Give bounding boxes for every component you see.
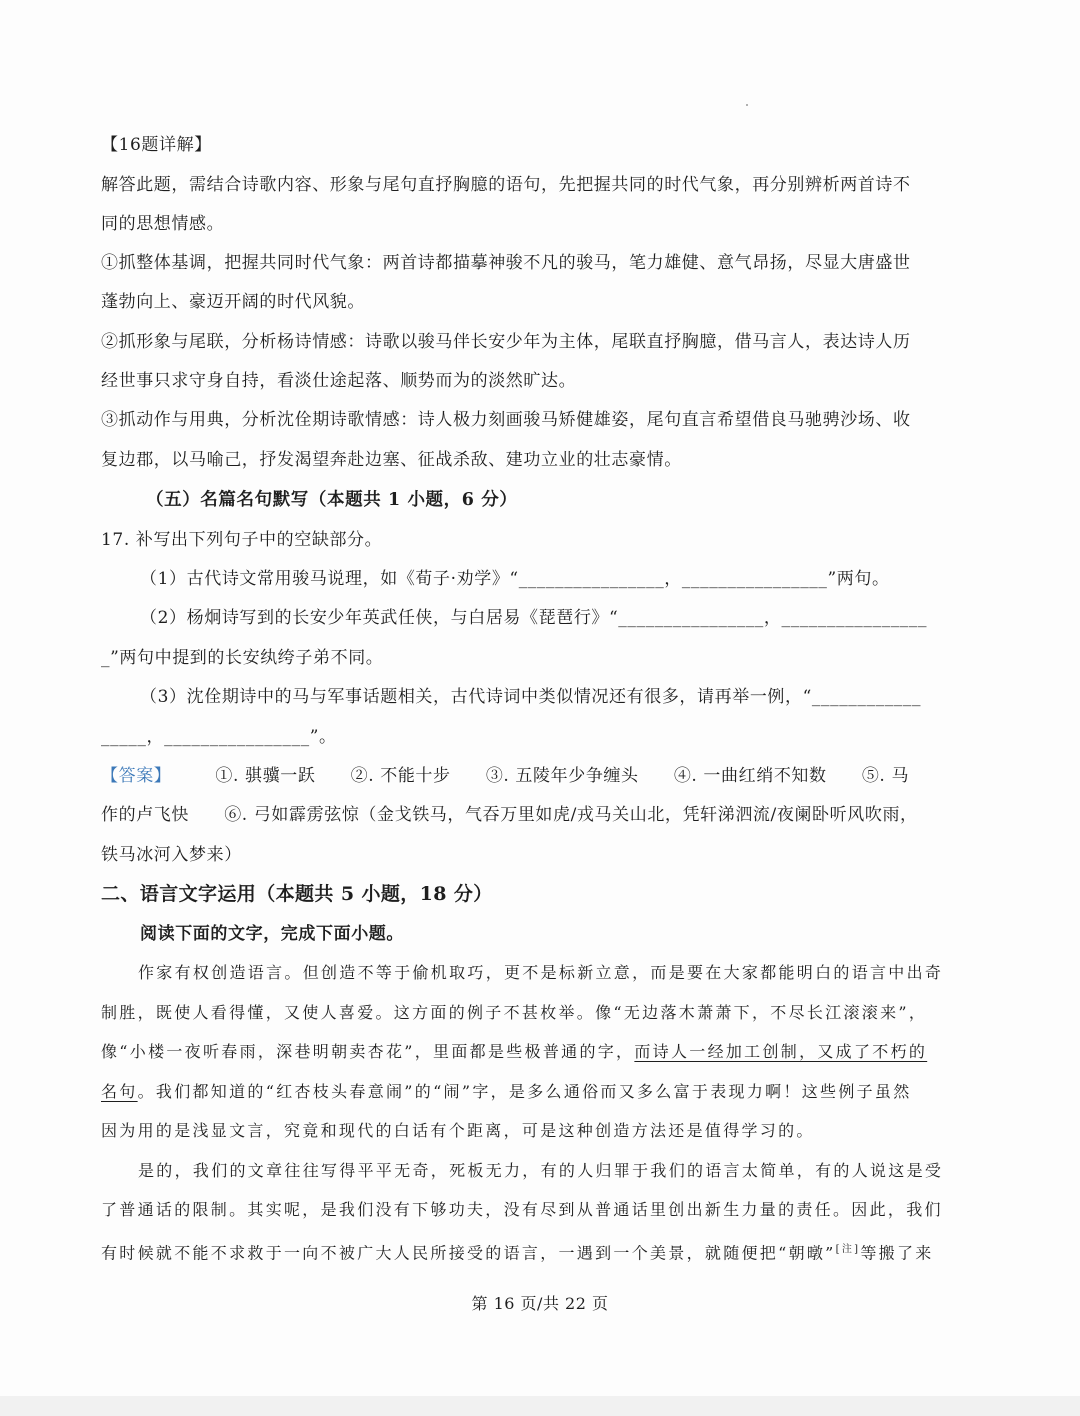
passage-line6: 是的，我们的文章往往写得平平无奇，死板无力，有的人归罪于我们的语言太简单，有的人说这是受 <box>138 1161 944 1180</box>
answer-text-1: ①. 骐骥一跃 ②. 不能十步 ③. 五陵年少争缠头 ④. 一曲红绡不知数 ⑤. 马 <box>215 766 910 786</box>
passage-line3 <box>101 1040 1001 1064</box>
underlined-sentence-part1: 而诗人一经加工创制，又成了不朽的 <box>634 1042 928 1061</box>
q17-item1: （1）古代诗文常用骏马说理，如《荀子·劝学》“________________，________________”两句。 <box>140 569 890 589</box>
answer-line2: 作的卢飞快 ⑥. 弓如霹雳弦惊（金戈铁马，气吞万里如虎/戎马关山北，凭轩涕泗流/夜阑卧听风吹雨， <box>101 805 918 825</box>
reading-instruction: 阅读下面的文字，完成下面小题。 <box>140 924 404 944</box>
passage-line5: 因为用的是浅显文言，究竟和现代的白话有个距离，可是这种创造方法还是值得学习的。 <box>101 1121 815 1140</box>
detail-p4-line1: ③抓动作与用典，分析沈佺期诗歌情感：诗人极力刻画骏马矫健雄姿，尾句直言希望借良马驰骋沙场、收 <box>101 410 911 430</box>
scan-speck <box>746 104 748 106</box>
section2-heading: 二、语言文字运用（本题共 5 小题，18 分） <box>101 883 493 905</box>
detail-p4-line2: 复边郡，以马喻己，抒发渴望奔赴边塞、征战杀敌、建功立业的壮志豪情。 <box>101 450 682 470</box>
answer-line1 <box>101 764 1001 788</box>
detail-heading: 【16题详解】 <box>101 135 212 155</box>
answer-label: 【答案】 <box>101 766 172 786</box>
section5-heading: （五）名篇名句默写（本题共 1 小题，6 分） <box>146 490 518 510</box>
underlined-sentence-part2: 名句 <box>101 1082 138 1101</box>
bottom-bar <box>0 1396 1080 1416</box>
passage-line8 <box>101 1238 1001 1265</box>
q17-item3-line1: （3）沈佺期诗中的马与军事话题相关，古代诗词中类似情况还有很多，请再举一例，“____________ <box>140 687 922 707</box>
footnote-marker: [注] <box>835 1244 861 1255</box>
passage-line2: 制胜，既使人看得懂，又使人喜爱。这方面的例子不甚枚举。像“无边落木萧萧下，不尽长江滚滚来”， <box>101 1003 928 1022</box>
detail-p3-line2: 经世事只求守身自持，看淡仕途起落、顺势而为的淡然旷达。 <box>101 371 577 391</box>
passage-line1: 作家有权创造语言。但创造不等于偷机取巧，更不是标新立意，而是要在大家都能明白的语言中出奇 <box>138 963 944 982</box>
detail-p2-line2: 蓬勃向上、豪迈开阔的时代风貌。 <box>101 292 365 312</box>
detail-p2-line1: ①抓整体基调，把握共同时代气象：两首诗都描摹神骏不凡的骏马，笔力雄健、意气昂扬，尽显大唐盛世 <box>101 253 911 273</box>
answer-line3: 铁马冰河入梦来） <box>101 845 242 865</box>
q17-item3-line2: _____，________________”。 <box>101 727 337 747</box>
detail-p1-line1: 解答此题，需结合诗歌内容、形象与尾句直抒胸臆的语句，先把握共同的时代气象，再分别辨析两首诗不 <box>101 175 911 195</box>
passage-line8-end: 等搬了来 <box>860 1243 934 1263</box>
passage-line7: 了普通话的限制。其实呢，是我们没有下够功夫，没有尽到从普通话里创出新生力量的责任。因此，我们 <box>101 1200 943 1219</box>
passage-line8-text: 有时候就不能不求救于一向不被广大人民所接受的语言，一遇到一个美景，就随便把“朝暾” <box>101 1243 836 1263</box>
passage-line4-text: 。我们都知道的“红杏枝头春意闹”的“闹”字，是多么通俗而又多么富于表现力啊！这些例子虽然 <box>137 1082 912 1101</box>
passage-line4 <box>101 1080 1001 1104</box>
detail-p1-line2: 同的思想情感。 <box>101 214 225 234</box>
q17-item2-line2: _”两句中提到的长安纨绔子弟不同。 <box>101 648 384 668</box>
q17-stem: 17. 补写出下列句子中的空缺部分。 <box>101 530 383 550</box>
page-footer: 第 16 页/共 22 页 <box>471 1294 609 1313</box>
detail-p3-line1: ②抓形象与尾联，分析杨诗情感：诗歌以骏马伴长安少年为主体，尾联直抒胸臆，借马言人，表达诗人历 <box>101 332 911 352</box>
q17-item2-line1: （2）杨炯诗写到的长安少年英武任侠，与白居易《琵琶行》“________________，________________ <box>140 608 928 628</box>
passage-line3-text: 像“小楼一夜听春雨，深巷明朝卖杏花”，里面都是些极普通的字， <box>101 1042 635 1061</box>
